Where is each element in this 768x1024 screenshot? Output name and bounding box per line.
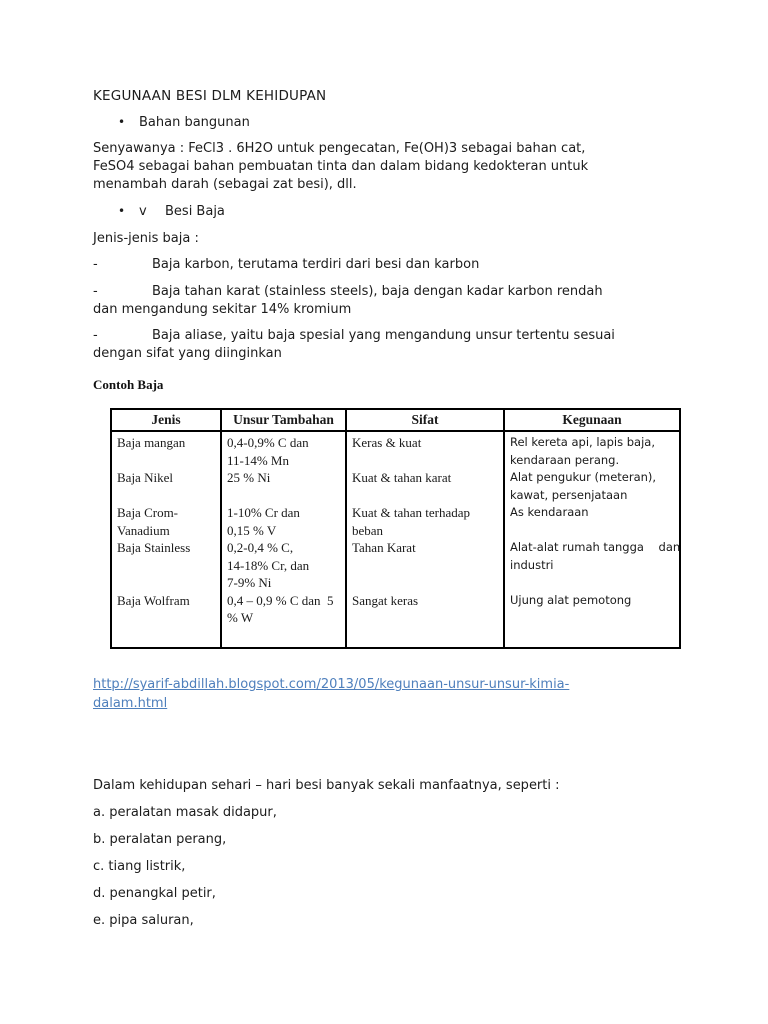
page-title: KEGUNAAN BESI DLM KEHIDUPAN — [93, 88, 327, 104]
table-cell-line: Alat-alat rumah tangga dan — [510, 540, 681, 554]
table-cell-line — [510, 575, 677, 593]
table-cell-line: Rel kereta api, lapis baja, — [510, 435, 655, 449]
source-link-block — [93, 675, 680, 713]
list-item-a: a. peralatan masak didapur, — [93, 805, 277, 820]
table-cell-line: Baja Nikel — [117, 470, 173, 485]
item-text: Baja karbon, terutama terdiri dari besi dan karbon — [152, 257, 480, 272]
list-item-d: d. penangkal petir, — [93, 886, 216, 901]
table-column-jenis — [111, 431, 221, 648]
table-cell-line: Baja Wolfram — [117, 592, 190, 608]
table-cell-line: Baja Stainless — [117, 540, 191, 555]
table-cell-line: kendaraan perang. — [510, 452, 620, 467]
list-item-b: b. peralatan perang, — [93, 832, 227, 847]
bullet-item-bahan-bangunan — [93, 114, 680, 131]
table-header-row — [111, 409, 680, 431]
table-cell-line: Ujung alat pemotong — [510, 592, 632, 607]
jenis-baja-heading: Jenis-jenis baja : — [93, 231, 199, 246]
table-cell-line: kawat, persenjataan — [510, 487, 628, 502]
table-cell-line: Sangat keras — [352, 592, 419, 608]
table-column-unsur-tambahan — [221, 431, 346, 648]
jenis-baja-item — [93, 256, 680, 274]
column-header-unsur-tambahan: Unsur Tambahan — [221, 409, 346, 431]
list-item-e: e. pipa saluran, — [93, 913, 194, 928]
bullet-icon: • — [118, 204, 126, 218]
dash-marker: - — [93, 328, 98, 343]
item-text: Baja tahan karat (stainless steels), baja dengan kadar karbon rendah — [152, 284, 603, 299]
jenis-baja-item — [93, 327, 680, 362]
table-cell-line: 7-9% Ni — [227, 575, 272, 590]
table-cell-line: 0,4 – 0,9 % C dan 5 — [227, 592, 334, 608]
table-cell-line: 0,15 % V — [227, 522, 277, 538]
table-cell-line: Kuat & tahan terhadap — [352, 505, 471, 520]
table-cell-line: 25 % Ni — [227, 470, 271, 485]
table-body-row — [111, 431, 680, 648]
table-cell-line: Alat pengukur (meteran), — [510, 470, 657, 484]
table-column-kegunaan — [504, 431, 680, 648]
table-cell-line: beban — [352, 522, 384, 538]
paragraph-line: FeSO4 sebagai bahan pembuatan tinta dan dalam bidang kedokteran untuk — [93, 159, 589, 174]
table-cell-line: As kendaraan — [510, 505, 589, 519]
bullet-item-besi-baja — [93, 203, 680, 220]
table-cell-line: Keras & kuat — [352, 435, 422, 450]
table-cell-line — [227, 488, 343, 506]
table-cell-line: 0,4-0,9% C dan — [227, 435, 309, 450]
column-header-jenis: Jenis — [111, 409, 221, 431]
table-cell-line: industri — [510, 557, 554, 572]
table-cell-line — [117, 575, 218, 593]
paragraph-line: Senyawanya : FeCl3 . 6H2O untuk pengecatan, Fe(OH)3 sebagai bahan cat, — [93, 141, 586, 156]
table-cell-line — [352, 558, 501, 576]
table-cell-line: Baja Crom- — [117, 505, 179, 520]
table-cell-line: Vanadium — [117, 522, 170, 538]
table-cell-line: Baja mangan — [117, 435, 186, 450]
table-cell-line — [117, 488, 218, 506]
table-cell-line: 1-10% Cr dan — [227, 505, 300, 520]
table-cell-line: 14-18% Cr, dan — [227, 557, 310, 573]
senyawa-paragraph — [93, 140, 680, 194]
link-line[interactable]: dalam.html — [93, 696, 168, 711]
column-header-sifat: Sifat — [346, 409, 504, 431]
table-cell-line: % W — [227, 610, 254, 625]
table-cell-line — [352, 575, 501, 593]
paragraph-line: menambah darah (sebagai zat besi), dll. — [93, 177, 357, 192]
link-line[interactable]: http://syarif-abdillah.blogspot.com/2013/05/kegunaan-unsur-unsur-kimia- — [93, 677, 570, 692]
manfaat-intro: Dalam kehidupan sehari – hari besi banyak sekali manfaatnya, seperti : — [93, 778, 560, 793]
table-cell-line — [510, 610, 677, 628]
contoh-baja-heading: Contoh Baja — [93, 377, 164, 392]
table-cell-line: Kuat & tahan karat — [352, 470, 452, 485]
item-text: dengan sifat yang diinginkan — [93, 345, 282, 361]
external-link[interactable] — [93, 675, 680, 713]
bullet-text: Bahan bangunan — [139, 115, 250, 130]
table-cell-line: Tahan Karat — [352, 540, 416, 555]
item-text: Baja aliase, yaitu baja spesial yang mengandung unsur tertentu sesuai — [152, 328, 615, 343]
table-column-sifat — [346, 431, 504, 648]
dash-marker: - — [93, 257, 98, 272]
item-text: dan mengandung sekitar 14% kromium — [93, 301, 352, 317]
contoh-baja-table — [110, 408, 681, 649]
bullet-icon: • — [118, 115, 126, 129]
table-cell-line — [117, 453, 218, 471]
table-cell-line — [352, 453, 501, 471]
list-item-c: c. tiang listrik, — [93, 859, 186, 874]
table-cell-line — [352, 488, 501, 506]
table-cell-line — [117, 610, 218, 628]
table-cell-line — [510, 523, 677, 541]
column-header-kegunaan: Kegunaan — [504, 409, 680, 431]
table-cell-line — [352, 610, 501, 628]
table-cell-line: 0,2-0,4 % C, — [227, 540, 294, 555]
check-marker: v — [139, 204, 147, 219]
bullet-text: Besi Baja — [165, 204, 225, 219]
jenis-baja-item — [93, 283, 680, 318]
table-cell-line — [117, 558, 218, 576]
table-cell-line: 11-14% Mn — [227, 452, 289, 468]
dash-marker: - — [93, 284, 98, 299]
